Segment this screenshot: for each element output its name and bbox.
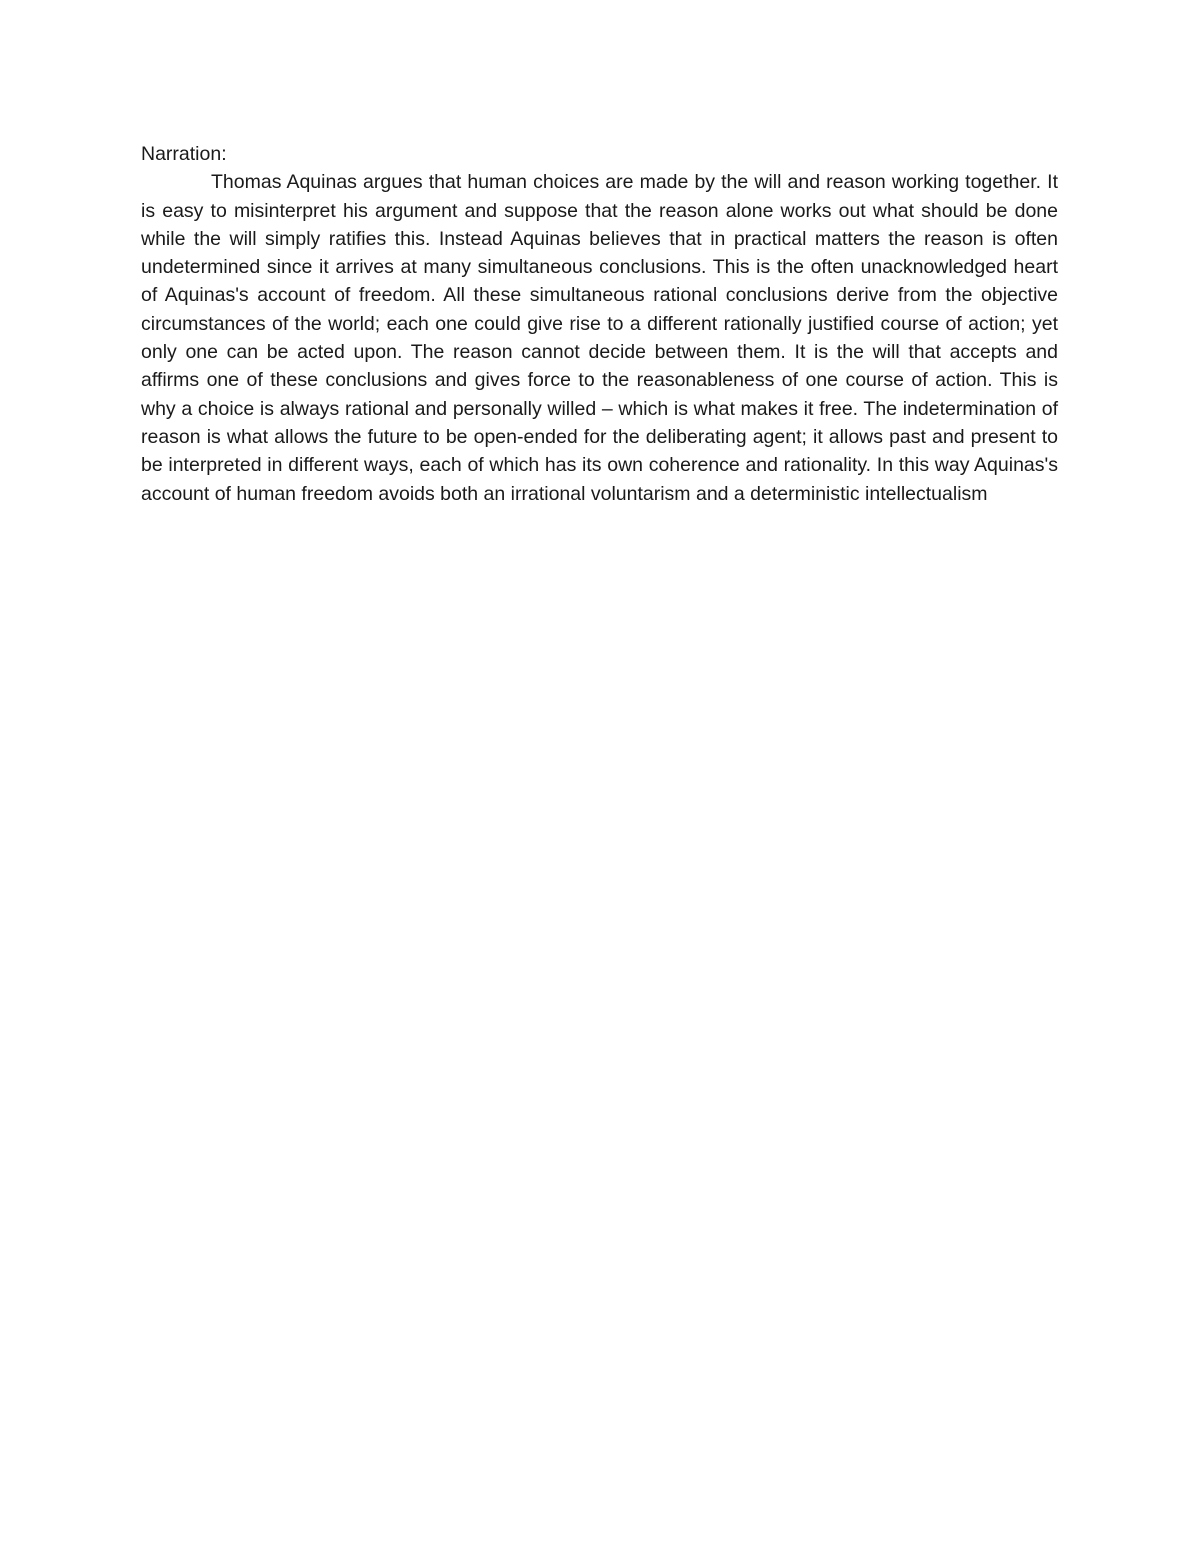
- body-paragraph: Thomas Aquinas argues that human choices are made by the will and reason working together. It is easy to misinterpret his argument and suppose that the reason alone works out what should be done while the will simply ratifies this. Instead Aquinas believes that in practical matters the reason is often undetermined since it arrives at many simultaneous conclusions. This is the often unacknowledged heart of Aquinas's account of freedom. All these simultaneous rational conclusions derive from the objective circumstances of the world; each one could give rise to a different rationally justified course of action; yet only one can be acted upon. The reason cannot decide between them. It is the will that accepts and affirms one of these conclusions and gives force to the reasonableness of one course of action. This is why a choice is always rational and personally willed – which is what makes it free. The indetermination of reason is what allows the future to be open-ended for the deliberating agent; it allows past and present to be interpreted in different ways, each of which has its own coherence and rationality. In this way Aquinas's account of human freedom avoids both an irrational voluntarism and a deterministic intellectualism: [141, 171, 1058, 505]
- section-heading: Narration:: [141, 143, 227, 165]
- document-body: [141, 140, 1058, 508]
